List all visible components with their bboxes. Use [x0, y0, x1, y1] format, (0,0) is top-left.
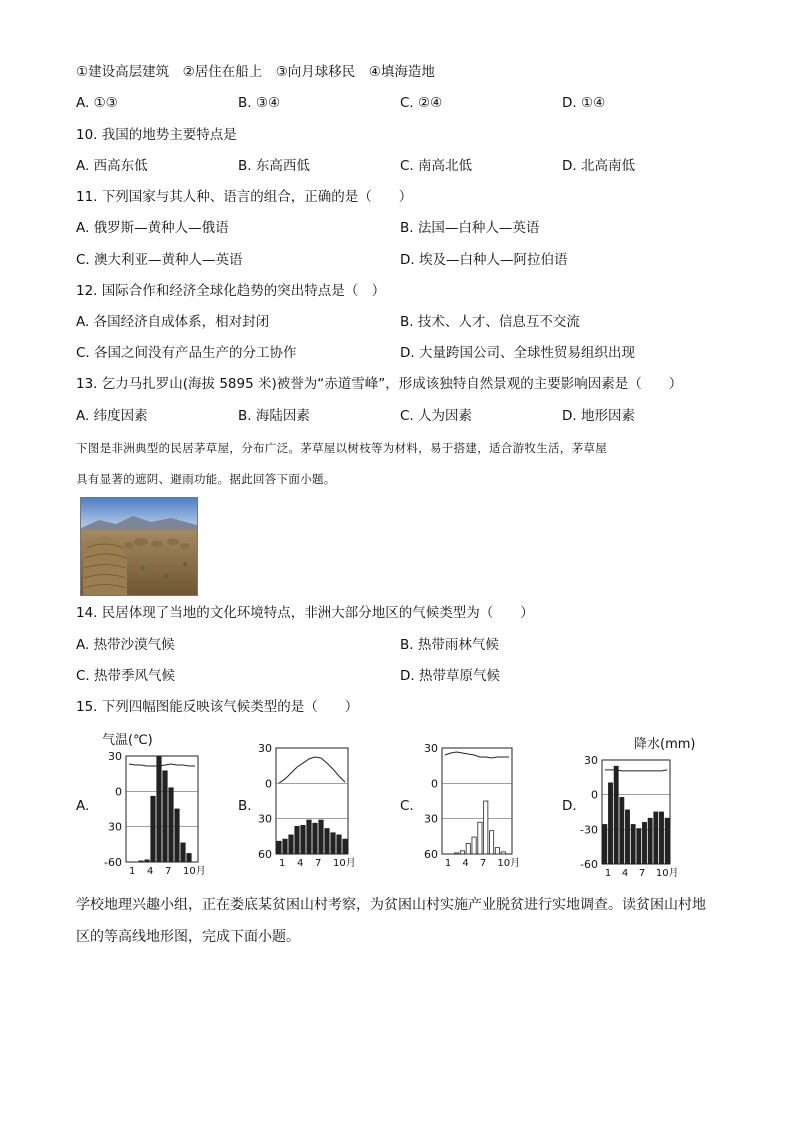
x-tick-label: 10月 — [655, 868, 679, 878]
precip-bar — [659, 812, 663, 864]
q9-option-b: B. ③④ — [238, 95, 281, 111]
q13-option-b: B. 海陆因素 — [238, 408, 310, 424]
x-tick-label: 1 — [279, 858, 286, 869]
para-line-1: 学校地理兴趣小组，正在娄底某贫困山村考察，为贫困山村实施产业脱贫进行实地调查。读贫困山村地 — [76, 897, 706, 913]
x-tick-label: 7 — [165, 866, 172, 877]
q14-option-d: D. 热带草原气候 — [400, 668, 500, 684]
climate-chart-b — [254, 738, 364, 878]
y-tick-label: 30 — [258, 742, 272, 755]
precip-bar — [642, 822, 646, 864]
precip-bar — [145, 860, 149, 862]
temperature-line — [129, 764, 195, 766]
precip-bar — [501, 852, 505, 854]
y-tick-label: -60 — [580, 858, 598, 871]
climate-chart-a — [96, 728, 216, 878]
temperature-line — [279, 757, 345, 783]
q13-option-c: C. 人为因素 — [400, 408, 473, 424]
precip-bar — [157, 756, 161, 862]
intro-line-2: 具有显著的遮阴、避雨功能。据此回答下面小题。 — [76, 472, 336, 486]
precip-bar — [289, 835, 293, 854]
precip-bar — [313, 823, 317, 854]
y-tick-label: 0 — [431, 777, 438, 791]
q15-label-b: B. — [238, 798, 252, 814]
precip-bar — [169, 788, 173, 862]
y-tick-label: 30 — [584, 754, 598, 767]
precip-bar — [654, 812, 658, 864]
q13-option-a: A. 纬度因素 — [76, 408, 148, 424]
y-tick-label: 60 — [258, 848, 272, 861]
precip-bar — [331, 833, 335, 854]
y-tick-label: -30 — [580, 823, 598, 837]
x-tick-label: 7 — [479, 858, 487, 869]
precip-bar — [608, 783, 612, 864]
q12-option-b: B. 技术、人才、信息互不交流 — [400, 314, 580, 330]
q12-option-d: D. 大量跨国公司、全球性贸易组织出现 — [400, 345, 635, 361]
precip-bar — [337, 835, 341, 854]
precip-bar — [319, 820, 323, 854]
precip-bar — [489, 831, 493, 854]
x-tick-label: 4 — [621, 868, 629, 878]
q14-option-c: C. 热带季风气候 — [76, 668, 176, 684]
x-tick-label: 10月 — [497, 858, 521, 869]
q13-stem: 13. 乞力马扎罗山(海拔 5895 米)被誉为“赤道雪峰”，形成该独特自然景观的主要影响因素是（ ） — [76, 376, 683, 392]
x-tick-label: 7 — [638, 868, 646, 878]
precip-bar — [484, 801, 488, 854]
precip-bar — [648, 818, 652, 864]
q12-option-a: A. 各国经济自成体系，相对封闭 — [76, 314, 270, 330]
para-line-2: 区的等高线地形图，完成下面小题。 — [76, 929, 300, 945]
q15-stem: 15. 下列四幅图能反映该气候类型的是（ ） — [76, 699, 359, 715]
q10-option-a: A. 西高东低 — [76, 158, 148, 174]
precip-bar — [283, 839, 287, 854]
y-tick-label: 0 — [591, 788, 598, 802]
precip-bar — [343, 839, 347, 854]
precip-bar — [495, 848, 499, 854]
q14-option-b: B. 热带雨林气候 — [400, 637, 499, 653]
y-tick-label: 30 — [108, 750, 122, 763]
precip-bar — [625, 810, 629, 864]
precip-bar — [139, 861, 143, 862]
precip-bar — [295, 826, 299, 854]
precip-bar — [163, 771, 167, 862]
q9-option-d: D. ①④ — [562, 95, 606, 111]
q10-stem: 10. 我国的地势主要特点是 — [76, 127, 237, 143]
y-tick-label: 60 — [424, 848, 438, 861]
precip-bar — [620, 797, 624, 864]
precip-bar — [637, 829, 641, 864]
plot-frame — [442, 748, 512, 854]
x-tick-label: 1 — [129, 866, 136, 877]
q14-option-a: A. 热带沙漠气候 — [76, 637, 175, 653]
q11-option-d: D. 埃及—白种人—阿拉伯语 — [400, 252, 568, 268]
x-tick-label: 7 — [315, 858, 322, 869]
precip-bar — [277, 841, 281, 854]
precip-bar — [187, 854, 191, 862]
y-tick-label: -60 — [104, 856, 122, 869]
q12-stem: 12. 国际合作和经济全球化趋势的突出特点是（ ） — [76, 283, 386, 299]
q15-label-a: A. — [76, 798, 90, 814]
x-tick-label: 1 — [444, 858, 452, 869]
q9-option-a: A. ①③ — [76, 95, 118, 111]
q10-option-b: B. 东高西低 — [238, 158, 310, 174]
y-tick-label: 0 — [115, 785, 122, 799]
y-tick-label: 30 — [258, 812, 272, 826]
climate-chart-c — [416, 738, 526, 878]
precip-bar — [460, 851, 464, 854]
x-tick-label: 1 — [604, 868, 612, 878]
precip-bar — [614, 766, 618, 864]
plot-frame — [126, 756, 198, 862]
x-tick-label: 10月 — [333, 858, 356, 869]
q11-stem: 11. 下列国家与其人种、语言的组合，正确的是（ ） — [76, 189, 413, 205]
precip-bar — [307, 820, 311, 854]
precip-bar — [175, 809, 179, 862]
intro-line-1: 下图是非洲典型的民居茅草屋，分布广泛。茅草屋以树枝等为材料，易于搭建，适合游牧生活，茅草屋 — [76, 441, 607, 455]
precip-bar — [301, 825, 305, 854]
q10-option-c: C. 南高北低 — [400, 158, 473, 174]
y-tick-label: 0 — [265, 777, 272, 791]
x-tick-label: 4 — [147, 866, 154, 877]
precip-bar — [478, 822, 482, 854]
x-tick-label: 4 — [297, 858, 304, 869]
y-tick-label: 30 — [108, 820, 122, 834]
q11-option-a: A. 俄罗斯—黄种人—俄语 — [76, 220, 229, 236]
q11-option-c: C. 澳大利亚—黄种人—英语 — [76, 252, 243, 268]
y-tick-label: 30 — [424, 742, 438, 755]
q13-option-d: D. 地形因素 — [562, 408, 635, 424]
q11-option-b: B. 法国—白种人—英语 — [400, 220, 540, 236]
x-tick-label: 10月 — [183, 866, 206, 877]
q10-option-d: D. 北高南低 — [562, 158, 635, 174]
q9-items: ①建设高层建筑 ②居住在船上 ③向月球移民 ④填海造地 — [76, 64, 435, 80]
precip-bar — [325, 829, 329, 854]
q9-option-c: C. ②④ — [400, 95, 443, 111]
precip-bar — [181, 843, 185, 862]
thatched-hut-photo — [80, 497, 198, 596]
precip-bar — [603, 824, 607, 864]
q14-stem: 14. 民居体现了当地的文化环境特点，非洲大部分地区的气候类型为（ ） — [76, 605, 534, 621]
q15-label-c: C. — [400, 798, 414, 814]
climate-chart-d — [578, 732, 698, 878]
precip-bar — [466, 843, 470, 854]
precip-bar — [454, 853, 458, 854]
precip-bar — [151, 796, 155, 862]
temperature-line — [445, 752, 509, 758]
precip-bar — [472, 837, 476, 854]
x-tick-label: 4 — [462, 858, 469, 869]
y-tick-label: 30 — [424, 812, 438, 826]
precip-bar — [631, 824, 635, 864]
precip-bar — [665, 818, 669, 864]
q15-label-d: D. — [562, 798, 577, 814]
axis-unit-label: 气温(℃) — [102, 733, 153, 748]
q12-option-c: C. 各国之间没有产品生产的分工协作 — [76, 345, 297, 361]
axis-unit-label: 降水(mm) — [634, 737, 696, 752]
